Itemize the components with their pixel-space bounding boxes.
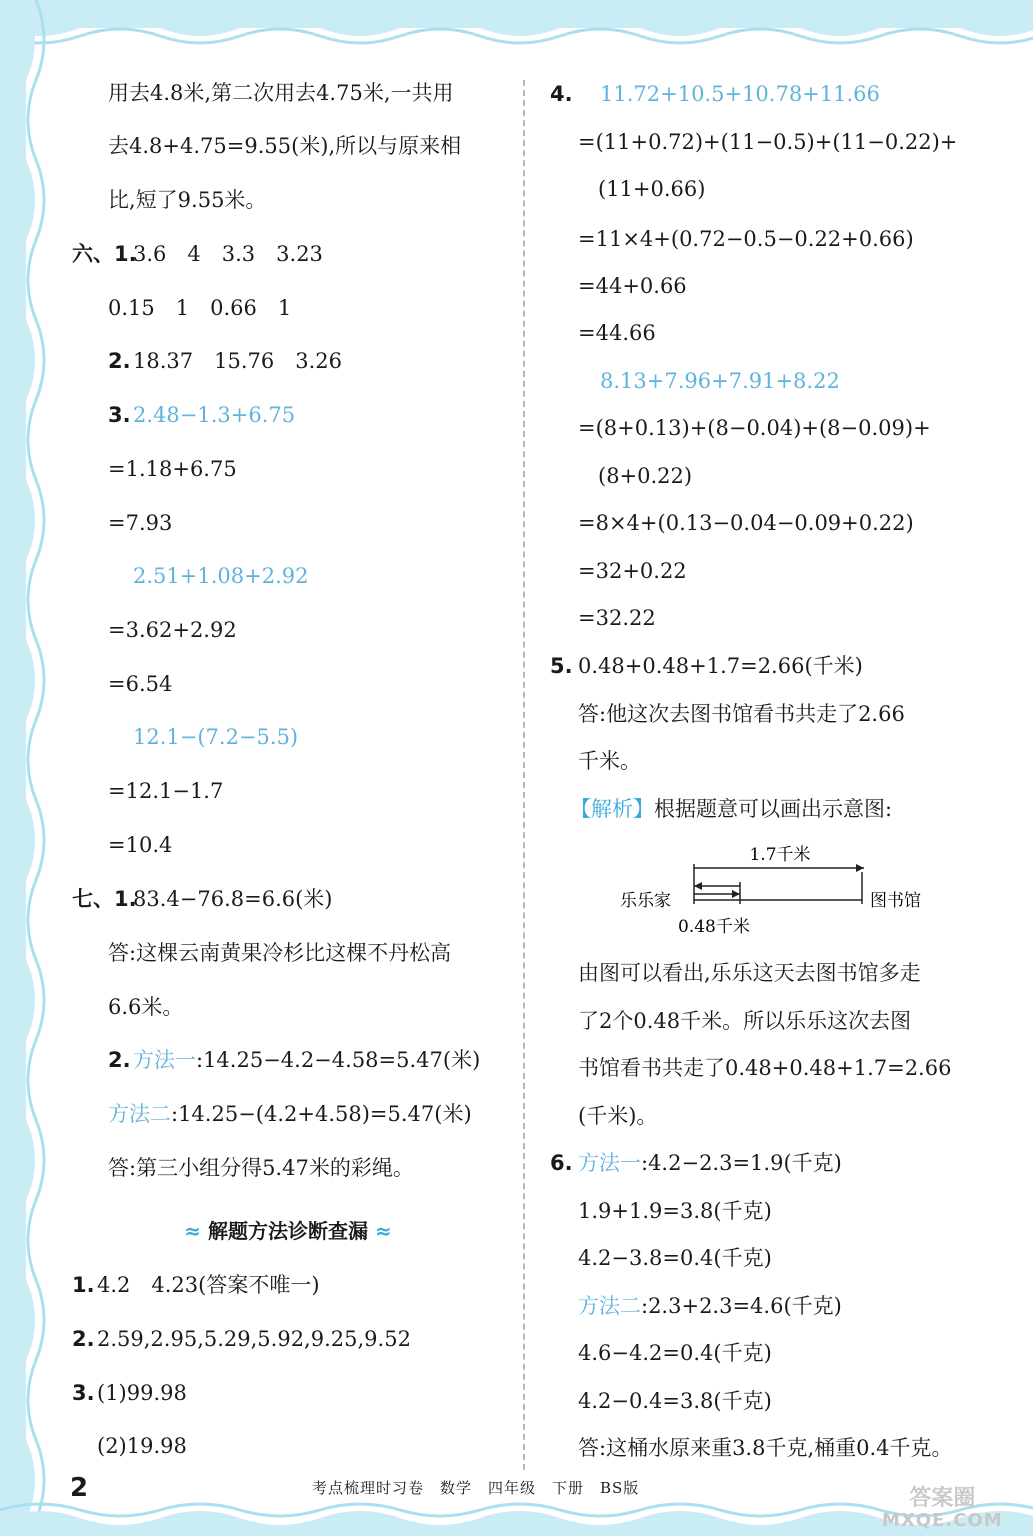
answer-line: (2)19.98: [97, 1434, 187, 1458]
calc-step: 1.9+1.9=3.8(千克): [578, 1199, 772, 1223]
method-tag: 方法一: [578, 1151, 641, 1175]
calc-step: =(8+0.13)+(8−0.04)+(8−0.09)+: [578, 416, 931, 440]
calc-step: =(11+0.72)+(11−0.5)+(11−0.22)+: [578, 130, 958, 154]
answer-line: 4.2 4.23(答案不唯一): [97, 1273, 320, 1297]
page-number: 2: [70, 1473, 89, 1503]
diagram-right-label: 图书馆: [870, 891, 921, 911]
answer-line: 18.37 15.76 3.26: [133, 349, 342, 373]
answer-text: 6.6米。: [108, 995, 184, 1019]
text-line: 比,短了9.55米。: [108, 188, 267, 212]
answer-text: 答:这棵云南黄果冷杉比这棵不丹松高: [108, 941, 452, 965]
text-line: 去4.8+4.75=9.55(米),所以与原来相: [108, 134, 462, 158]
text-line: 用去4.8米,第二次用去4.75米,一共用: [108, 81, 454, 105]
answer-text: 答:他这次去图书馆看书共走了2.66: [578, 702, 905, 726]
expression: 2.51+1.08+2.92: [133, 564, 309, 588]
answer-text: 答:第三小组分得5.47米的彩绳。: [108, 1156, 414, 1180]
calc-step: =6.54: [108, 672, 173, 696]
diagram-top-label: 1.7千米: [749, 845, 811, 865]
method-calc: :14.25−4.2−4.58=5.47(米): [196, 1048, 481, 1072]
arrow-head: [856, 864, 864, 872]
arrow-head: [694, 882, 702, 890]
answer-line: 2.59,2.95,5.29,5.92,9.25,9.52: [97, 1327, 411, 1351]
calc-step: =3.62+2.92: [108, 618, 237, 642]
method-line: [133, 1045, 480, 1075]
top-wave-border: [0, 0, 1033, 62]
expression: 2.48−1.3+6.75: [133, 403, 296, 427]
calc-step: =32.22: [578, 606, 656, 630]
distance-diagram-svg: [618, 842, 948, 942]
section-title: [168, 1216, 408, 1246]
question-number: 6.: [550, 1151, 573, 1175]
footer-book-title: 考点梳理时习卷 数学 四年级 下册 BS版: [312, 1479, 640, 1497]
question-number: 1.: [72, 1273, 95, 1297]
expression: 12.1−(7.2−5.5): [133, 725, 299, 749]
calc-step: (11+0.66): [598, 177, 706, 201]
explanation-line: 由图可以看出,乐乐这天去图书馆多走: [578, 961, 921, 985]
calc-step: =7.93: [108, 511, 173, 535]
analysis-text: 根据题意可以画出示意图:: [654, 797, 893, 821]
arrow-head: [732, 890, 740, 898]
method-calc: :2.3+2.3=4.6(千克): [641, 1294, 842, 1318]
analysis-line: [570, 794, 892, 824]
section-6-label: 六、1.: [72, 242, 137, 266]
question-number: 5.: [550, 654, 573, 678]
method-tag: 方法一: [133, 1048, 196, 1072]
calc-step: =8×4+(0.13−0.04−0.09+0.22): [578, 511, 914, 535]
watermark-line-1: 答案圈: [909, 1486, 976, 1511]
diagram-bottom-label: 0.48千米: [678, 917, 750, 937]
wave-icon: ≈: [184, 1219, 208, 1243]
question-number: 2.: [72, 1327, 95, 1351]
answer-line: 3.6 4 3.3 3.23: [133, 242, 323, 266]
wave-icon: ≈: [368, 1219, 392, 1243]
question-number: 2.: [108, 349, 131, 373]
explanation-line: (千米)。: [578, 1104, 658, 1128]
column-divider: [523, 80, 525, 1470]
watermark-line-2: MXQE.COM: [882, 1510, 1003, 1531]
calc-step: =12.1−1.7: [108, 779, 224, 803]
expression: 8.13+7.96+7.91+8.22: [600, 369, 840, 393]
question-number: 4.: [550, 82, 573, 106]
method-line: [578, 1291, 842, 1321]
method-tag: 方法二: [578, 1294, 641, 1318]
calc-step: =32+0.22: [578, 559, 687, 583]
expression: 11.72+10.5+10.78+11.66: [600, 82, 880, 106]
method-calc: :4.2−2.3=1.9(千克): [641, 1151, 842, 1175]
left-wave-border: [0, 0, 62, 1536]
calc-step: 4.2−0.4=3.8(千克): [578, 1389, 772, 1413]
question-number: 3.: [72, 1381, 95, 1405]
method-calc: :14.25−(4.2+4.58)=5.47(米): [171, 1102, 472, 1126]
diagram-left-label: 乐乐家: [620, 891, 671, 911]
question-number: 3.: [108, 403, 131, 427]
calc-step: =1.18+6.75: [108, 457, 237, 481]
answer-text: 千米。: [578, 749, 641, 773]
calc-step: (8+0.22): [598, 464, 693, 488]
watermark: [882, 1488, 1003, 1532]
analysis-tag: 【解析】: [570, 797, 654, 821]
distance-diagram: [618, 842, 948, 942]
question-number: 2.: [108, 1048, 131, 1072]
method-tag: 方法二: [108, 1102, 171, 1126]
section-title-text: 解题方法诊断查漏: [208, 1219, 368, 1243]
calc-step: =44.66: [578, 321, 656, 345]
answer-line: (1)99.98: [97, 1381, 187, 1405]
calc-step: 83.4−76.8=6.6(米): [133, 887, 333, 911]
method-line: [578, 1148, 842, 1178]
answer-line: 0.15 1 0.66 1: [108, 296, 292, 320]
explanation-line: 了2个0.48千米。所以乐乐这次去图: [578, 1009, 912, 1033]
calc-step: 4.6−4.2=0.4(千克): [578, 1341, 772, 1365]
explanation-line: 书馆看书共走了0.48+0.48+1.7=2.66: [578, 1056, 952, 1080]
calc-step: =10.4: [108, 833, 173, 857]
calc-step: =11×4+(0.72−0.5−0.22+0.66): [578, 227, 914, 251]
calc-step: 4.2−3.8=0.4(千克): [578, 1246, 772, 1270]
method-line: [108, 1099, 472, 1129]
answer-text: 答:这桶水原来重3.8千克,桶重0.4千克。: [578, 1436, 953, 1460]
calc-step: 0.48+0.48+1.7=2.66(千米): [578, 654, 863, 678]
calc-step: =44+0.66: [578, 274, 687, 298]
section-7-label: 七、1.: [72, 887, 137, 911]
